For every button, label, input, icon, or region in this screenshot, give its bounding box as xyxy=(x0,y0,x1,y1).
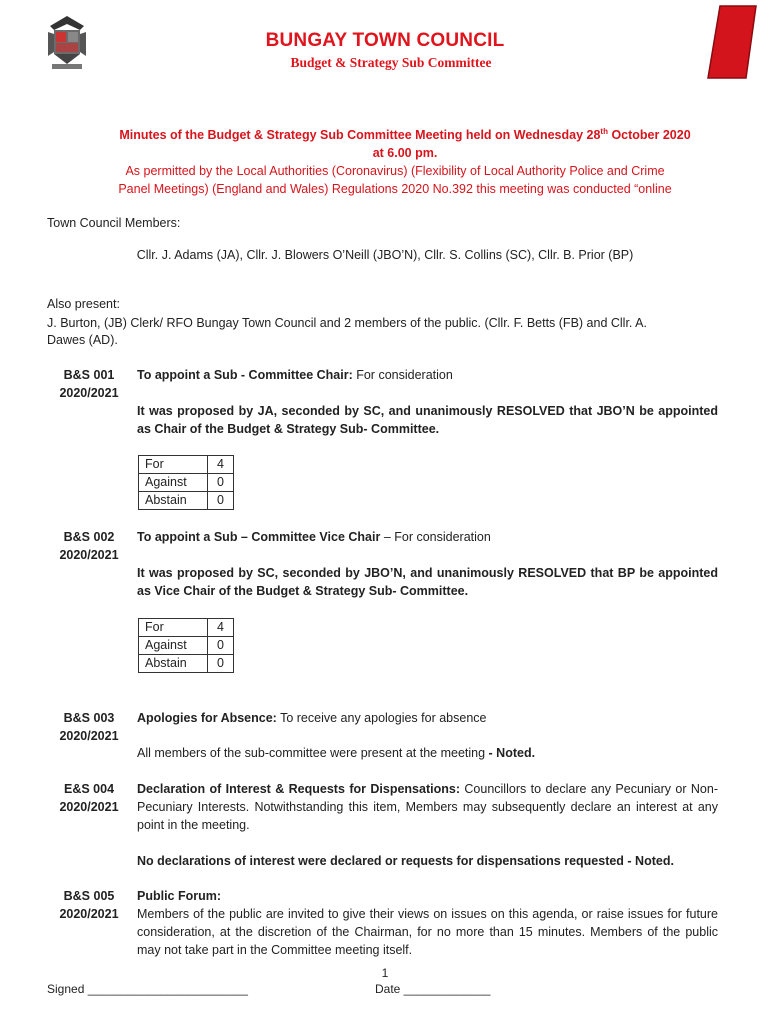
item-ref: B&S 001 2020/2021 xyxy=(59,368,119,400)
item-heading: To appoint a Sub – Committee Vice Chair – For consideration xyxy=(137,530,491,544)
item-resolution: It was proposed by JA, seconded by SC, and unanimously RESOLVED that JBO’N be appointed as Chair of the Budget & Strategy Sub- Committee. xyxy=(137,404,718,436)
vote-row: Abstain 0 xyxy=(139,655,234,673)
members-heading: Town Council Members: xyxy=(47,216,181,230)
also-present-line-1: J. Burton, (JB) Clerk/ RFO Bungay Town Council and 2 members of the public. (Cllr. F. Betts (FB) and Cllr. A. xyxy=(47,316,647,330)
item-resolution: It was proposed by SC, seconded by JBO’N, and unanimously RESOLVED that BP be appointed as Vice Chair of the Budget & Strategy Sub- Committee. xyxy=(137,566,718,598)
meeting-title: Minutes of the Budget & Strategy Sub Committee Meeting held on Wednesday 28th October 2020 at 6.00 pm. xyxy=(70,126,740,162)
item-heading: Apologies for Absence: To receive any apologies for absence xyxy=(137,711,487,725)
item-heading: Public Forum: xyxy=(137,889,222,903)
signed-line: Signed ________________________ xyxy=(47,982,248,996)
vote-row: For 4 xyxy=(139,619,234,637)
item-ref: E&S 004 2020/2021 xyxy=(59,782,119,814)
committee-subtitle: Budget & Strategy Sub Committee xyxy=(290,55,492,70)
vote-table xyxy=(138,618,234,673)
item-ref: B&S 002 2020/2021 xyxy=(59,530,119,562)
meeting-time: at 6.00 pm. xyxy=(372,146,438,160)
vote-row: Abstain 0 xyxy=(139,492,234,510)
item-heading: To appoint a Sub - Committee Chair: For consideration xyxy=(137,368,453,382)
red-flag-icon xyxy=(706,4,758,80)
council-title: BUNGAY TOWN COUNCIL xyxy=(265,30,505,51)
vote-row: Against 0 xyxy=(139,474,234,492)
also-present-line-2: Dawes (AD). xyxy=(47,333,118,347)
vote-table xyxy=(138,455,234,510)
item-ref: B&S 005 2020/2021 xyxy=(59,889,119,921)
item-note: All members of the sub-committee were present at the meeting - Noted. xyxy=(137,746,536,760)
vote-row: For 4 xyxy=(139,456,234,474)
remote-meeting-statement: As permitted by the Local Authorities (Coronavirus) (Flexibility of Local Authority Police and Crime Panel Meetings) (England and Wales) Regulations 2020 No.392 this meeting was conducted “online xyxy=(118,164,672,196)
page-number: 1 xyxy=(381,966,389,980)
date-line: Date _____________ xyxy=(375,982,491,996)
members-list: Cllr. J. Adams (JA), Cllr. J. Blowers O’Neill (JBO’N), Cllr. S. Collins (SC), Cllr. B. Prior (BP) xyxy=(136,248,634,262)
item-note: No declarations of interest were declared or requests for dispensations requested - Noted. xyxy=(137,854,674,868)
vote-row: Against 0 xyxy=(139,637,234,655)
item-heading: Declaration of Interest & Requests for Dispensations: Councillors to declare any Pecuniary or Non-Pecuniary Interests. Notwithstanding this item, Members may subsequently declare an interest at any point in the meeting. xyxy=(137,782,718,832)
item-ref: B&S 003 2020/2021 xyxy=(59,711,119,743)
also-present-heading: Also present: xyxy=(47,297,120,311)
item-body: Members of the public are invited to give their views on issues on this agenda, or raise issues for future consideration, at the discretion of the Chairman, for no more than 15 minutes. Members of the public may not take part in the Committee meeting itself. xyxy=(137,907,718,957)
